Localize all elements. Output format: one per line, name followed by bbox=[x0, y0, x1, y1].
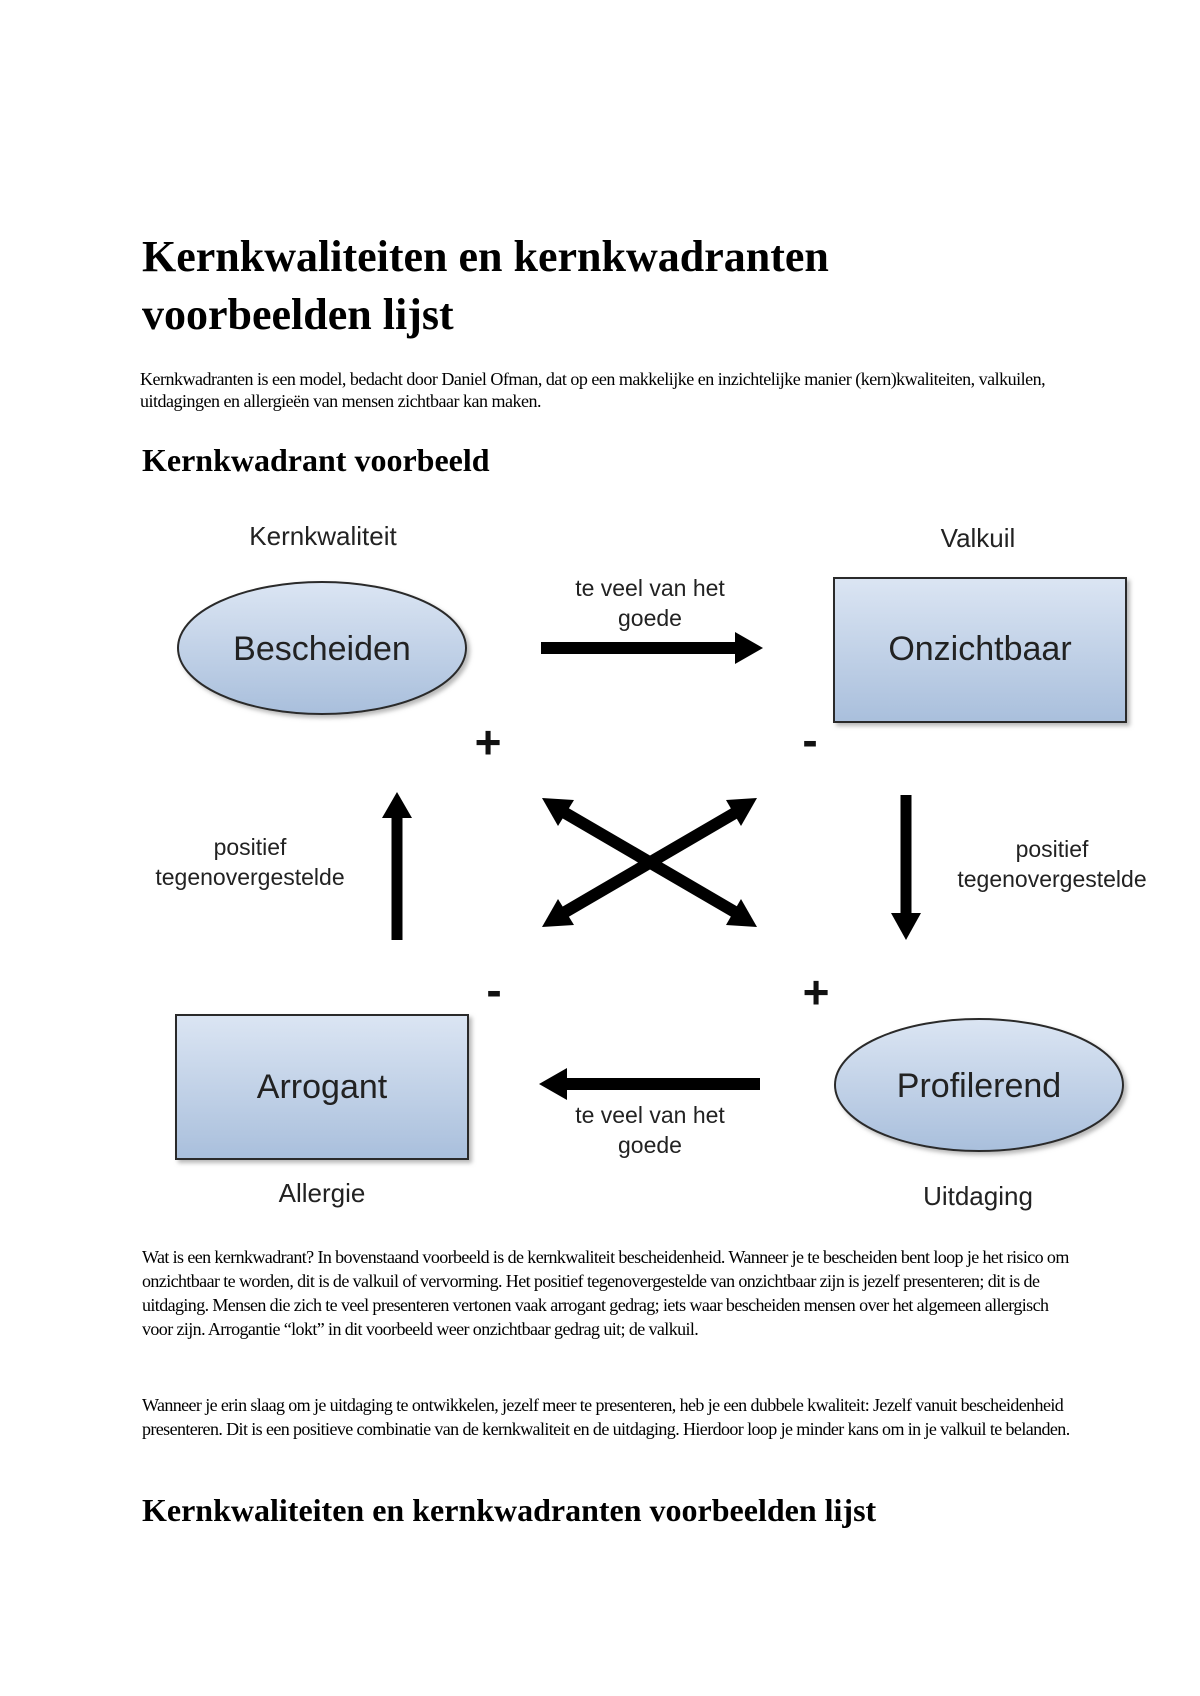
arrow-top-text-line2: goede bbox=[618, 605, 682, 631]
cross-arrows bbox=[542, 798, 757, 927]
section-heading: Kernkwadrant voorbeeld bbox=[142, 442, 490, 478]
arrow-right-text-line2: tegenovergestelde bbox=[957, 866, 1147, 892]
arrow-top-text-line1: te veel van het bbox=[575, 575, 725, 601]
explanation-paragraph-2: Wanneer je erin slaag om je uitdaging te ontwikkelen, jezelf meer te presenteren, heb je een dubbele kwaliteit: Jezelf vanuit bescheidenheid presenteren. Dit is een positieve combinatie van de kernkwaliteit en de uitdaging. Hierdoor loop je minder kans om in je valkuil te belanden. bbox=[142, 1395, 1070, 1439]
label-allergie: Allergie bbox=[278, 1178, 366, 1208]
arrow-left-text-line1: positief bbox=[213, 834, 287, 860]
arrow-down bbox=[891, 795, 921, 940]
label-valkuil: Valkuil bbox=[940, 523, 1016, 553]
arrow-right bbox=[541, 632, 763, 664]
sign-bottom-right: + bbox=[802, 966, 830, 1018]
sign-bottom-left: - bbox=[486, 964, 502, 1016]
node-profilerend: Profilerend bbox=[896, 1067, 1062, 1105]
arrow-right-text-line1: positief bbox=[1015, 836, 1089, 862]
explanation-paragraph-1: Wat is een kernkwadrant? In bovenstaand voorbeeld is de kernkwaliteit bescheidenheid. Wanneer je te bescheiden bent loop je het risico om onzichtbaar te worden, dit is de valkuil of vervorming. Het positief tegenovergestelde van onzichtbaar zijn is jezelf presenteren; dit is de uitdaging. Mensen die zich te veel presenteren vertonen vaak arrogant gedrag; iets waar bescheiden mensen over het algemeen allergisch voor zijn. Arrogantie “lokt” in dit voorbeeld weer onzichtbaar gedrag uit; de valkuil. bbox=[142, 1247, 1069, 1339]
node-onzichtbaar: Onzichtbaar bbox=[888, 630, 1072, 668]
label-kernkwaliteit: Kernkwaliteit bbox=[249, 521, 397, 551]
intro-paragraph: Kernkwadranten is een model, bedacht door Daniel Ofman, dat op een makkelijke en inzichtelijke manier (kern)kwaliteiten, valkuilen, uitdagingen en allergieën van mensen zichtbaar kan maken. bbox=[140, 369, 1046, 411]
sign-top-left: + bbox=[474, 716, 502, 768]
arrow-up bbox=[382, 792, 412, 940]
arrow-left bbox=[539, 1068, 760, 1100]
page-title: Kernkwaliteiten en kernkwadranten voorbeelden lijst bbox=[142, 232, 829, 339]
label-uitdaging: Uitdaging bbox=[923, 1181, 1033, 1211]
list-heading: Kernkwaliteiten en kernkwadranten voorbeelden lijst bbox=[142, 1492, 877, 1528]
arrow-bottom-text-line2: goede bbox=[618, 1132, 682, 1158]
node-bescheiden: Bescheiden bbox=[233, 630, 411, 668]
node-arrogant: Arrogant bbox=[256, 1068, 388, 1106]
arrow-bottom-text-line1: te veel van het bbox=[575, 1102, 725, 1128]
sign-top-right: - bbox=[802, 714, 818, 766]
arrow-left-text-line2: tegenovergestelde bbox=[155, 864, 345, 890]
